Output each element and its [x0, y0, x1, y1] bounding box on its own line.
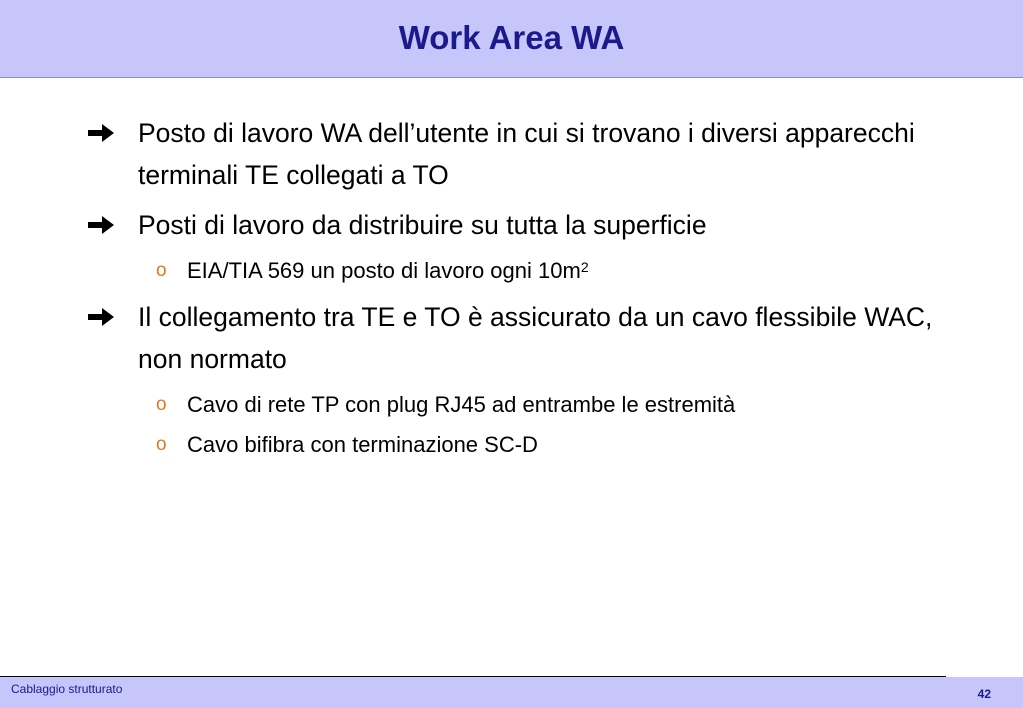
title-bar [0, 0, 1023, 78]
bullet-list [86, 112, 946, 470]
bullet-item [86, 112, 946, 196]
sub-bullet-item [156, 388, 946, 422]
right-arrow-icon [86, 204, 138, 246]
right-arrow-icon [86, 112, 138, 154]
sub-bullet-list [156, 254, 946, 288]
sub-bullet-text: EIA/TIA 569 un posto di lavoro ogni $10m^2$ [187, 258, 589, 283]
sub-bullet-item [156, 428, 946, 462]
bullet-item [86, 296, 946, 380]
sub-bullet-list [156, 388, 946, 462]
circle-o-marker: o [156, 434, 167, 455]
slide-title: Work Area WA [398, 19, 625, 56]
bullet-text: Posto di lavoro WA dell’utente in cui si trovano i diversi apparecchi terminali TE collegati a TO [138, 118, 915, 190]
page-number: 42 [977, 687, 991, 701]
footer-bar [0, 677, 1023, 708]
circle-o-marker: o [156, 394, 167, 415]
footer-caption: Cablaggio strutturato [11, 682, 123, 696]
bullet-item [86, 204, 946, 246]
bullet-text: Il collegamento tra TE e TO è assicurato da un cavo flessibile WAC, non normato [138, 302, 933, 374]
superscript: 2 [580, 259, 589, 275]
circle-o-marker: o [156, 260, 167, 281]
bullet-text: Posti di lavoro da distribuire su tutta la superficie [138, 210, 707, 240]
sub-bullet-text: Cavo di rete TP con plug RJ45 ad entrambe le estremità [187, 392, 736, 417]
sub-bullet-item [156, 254, 946, 288]
right-arrow-icon [86, 296, 138, 338]
sub-bullet-text: Cavo bifibra con terminazione SC-D [187, 432, 538, 457]
